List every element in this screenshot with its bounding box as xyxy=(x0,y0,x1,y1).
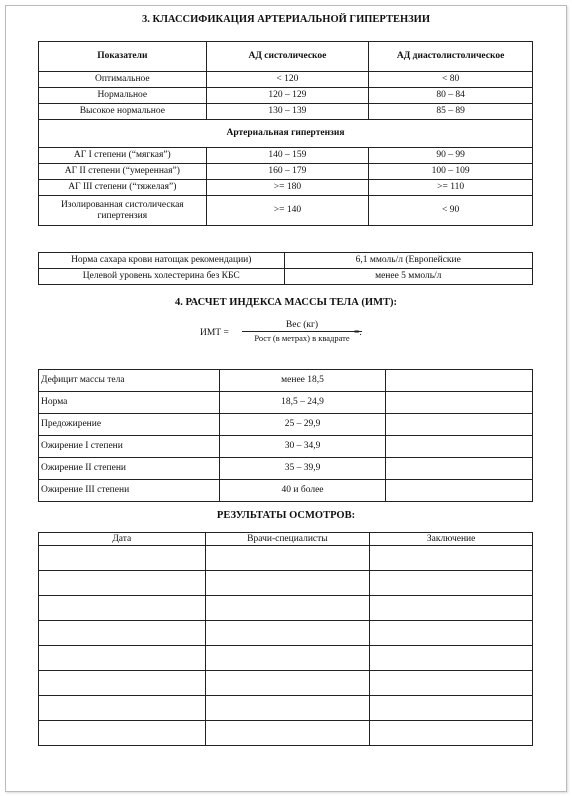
table-cell xyxy=(386,370,533,392)
norms-table xyxy=(38,252,533,285)
col-header: Заключение xyxy=(370,533,533,546)
table-cell: Ожирение I степени xyxy=(39,436,220,458)
table-cell xyxy=(370,671,533,696)
table-cell xyxy=(205,671,370,696)
table-cell xyxy=(205,571,370,596)
table-cell: >= 180 xyxy=(206,180,369,196)
col-header: Врачи-специалисты xyxy=(205,533,370,546)
table-cell: Высокое нормальное xyxy=(39,104,207,120)
table-cell: Целевой уровень холестерина без КБС xyxy=(39,269,285,285)
col-header: Дата xyxy=(39,533,206,546)
table-cell xyxy=(370,571,533,596)
table-cell: Норма сахара крови натощак рекомендации) xyxy=(39,253,285,269)
table-cell xyxy=(370,721,533,746)
table-cell xyxy=(39,596,206,621)
table-cell xyxy=(386,392,533,414)
table-cell xyxy=(39,621,206,646)
table-cell xyxy=(205,621,370,646)
table-cell: 25 – 29,9 xyxy=(219,414,386,436)
fraction-line xyxy=(242,331,362,332)
table-cell xyxy=(205,546,370,571)
table-cell xyxy=(370,646,533,671)
table-cell xyxy=(205,721,370,746)
formula-numerator: Вес (кг) xyxy=(285,320,319,330)
table-cell: 100 – 109 xyxy=(369,164,533,180)
table-cell: Ожирение III степени xyxy=(39,480,220,502)
table-cell: Изолированная систолическая гипертензия xyxy=(39,196,207,226)
table-cell: 160 – 179 xyxy=(206,164,369,180)
formula-lhs: ИМТ = xyxy=(200,328,229,338)
table-cell: >= 110 xyxy=(369,180,533,196)
table-cell: 30 – 34,9 xyxy=(219,436,386,458)
table-cell: менее 18,5 xyxy=(219,370,386,392)
table-cell: менее 5 ммоль/л xyxy=(284,269,533,285)
table-cell xyxy=(39,646,206,671)
col-header: АД систолическое xyxy=(206,42,369,72)
table-cell: Нормальное xyxy=(39,88,207,104)
table-cell xyxy=(205,696,370,721)
table-cell xyxy=(39,671,206,696)
table-cell: 85 – 89 xyxy=(369,104,533,120)
col-header: Показатели xyxy=(39,42,207,72)
section4-title: 4. РАСЧЕТ ИНДЕКСА МАССЫ ТЕЛА (ИМТ): xyxy=(174,297,397,308)
table-cell xyxy=(370,596,533,621)
section3-title: 3. КЛАССИФИКАЦИЯ АРТЕРИАЛЬНОЙ ГИПЕРТЕНЗИИ xyxy=(141,14,431,25)
table-cell xyxy=(39,546,206,571)
table-cell: 140 – 159 xyxy=(206,148,369,164)
table-cell: < 120 xyxy=(206,72,369,88)
results-table xyxy=(38,532,533,746)
table-cell xyxy=(386,414,533,436)
table-cell: Дефицит массы тела xyxy=(39,370,220,392)
table-subheader: Артериальная гипертензия xyxy=(39,120,533,148)
bmi-table xyxy=(38,369,533,502)
table-cell: < 90 xyxy=(369,196,533,226)
table-cell: Оптимальное xyxy=(39,72,207,88)
table-cell: 35 – 39,9 xyxy=(219,458,386,480)
table-cell: Ожирение II степени xyxy=(39,458,220,480)
table-cell xyxy=(39,571,206,596)
table-cell: 40 и более xyxy=(219,480,386,502)
table-cell: < 80 xyxy=(369,72,533,88)
table-cell: Предожирение xyxy=(39,414,220,436)
table-cell: АГ I степени (“мягкая”) xyxy=(39,148,207,164)
table-cell: Норма xyxy=(39,392,220,414)
table-cell: >= 140 xyxy=(206,196,369,226)
table-cell: 80 – 84 xyxy=(369,88,533,104)
table-cell xyxy=(386,436,533,458)
table-cell xyxy=(386,458,533,480)
results-title: РЕЗУЛЬТАТЫ ОСМОТРОВ: xyxy=(216,510,356,521)
table-cell xyxy=(39,696,206,721)
table-cell xyxy=(370,696,533,721)
table-cell: 18,5 – 24,9 xyxy=(219,392,386,414)
table-cell xyxy=(370,546,533,571)
table-cell: 6,1 ммоль/л (Европейские xyxy=(284,253,533,269)
table-cell: 120 – 129 xyxy=(206,88,369,104)
table-cell xyxy=(370,621,533,646)
table-cell xyxy=(205,646,370,671)
hypertension-table xyxy=(38,41,533,226)
table-cell: АГ II степени (“умеренная”) xyxy=(39,164,207,180)
table-cell: 130 – 139 xyxy=(206,104,369,120)
col-header: АД диастолистолическое xyxy=(369,42,533,72)
formula-denominator: Рост (в метрах) в квадрате xyxy=(254,333,350,343)
formula-rhs: =. xyxy=(354,328,362,338)
table-cell xyxy=(205,596,370,621)
table-cell: 90 – 99 xyxy=(369,148,533,164)
table-cell: АГ III степени (“тяжелая”) xyxy=(39,180,207,196)
table-cell xyxy=(39,721,206,746)
table-cell xyxy=(386,480,533,502)
